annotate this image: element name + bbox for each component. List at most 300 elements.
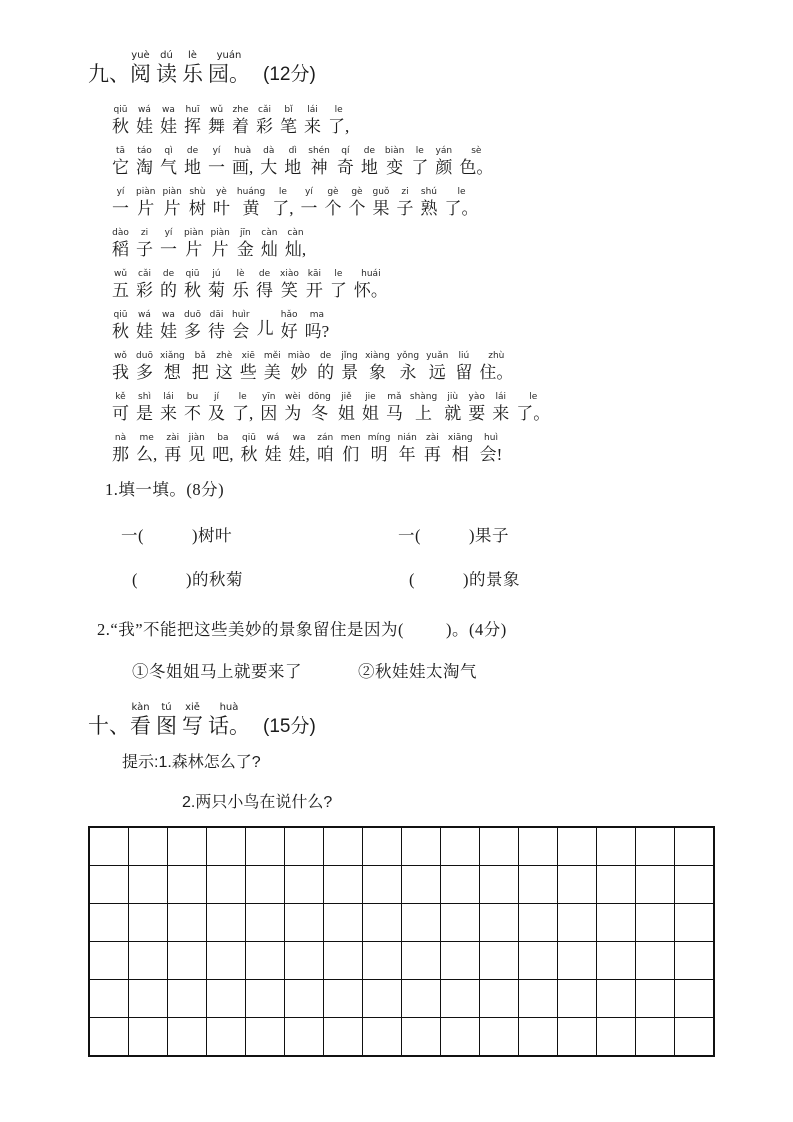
grid-cell bbox=[480, 1018, 519, 1057]
pinyin-annotation: huái bbox=[361, 269, 381, 279]
hanzi-character: 树 bbox=[188, 199, 206, 218]
grid-cell bbox=[167, 827, 206, 866]
pinyin-char-token bbox=[362, 392, 379, 423]
pinyin-annotation: wá bbox=[138, 310, 151, 320]
pinyin-char-token bbox=[136, 351, 153, 382]
pinyin-char-token bbox=[304, 105, 321, 136]
pinyin-char-token bbox=[397, 433, 416, 464]
hanzi-character: 个 bbox=[324, 199, 342, 218]
hanzi-character: 娃 bbox=[136, 117, 153, 136]
fill-blank-item bbox=[121, 566, 398, 590]
pinyin-char-token bbox=[212, 433, 233, 464]
hanzi-character: 地 bbox=[360, 158, 378, 177]
hanzi-character: 马 bbox=[385, 404, 403, 423]
pinyin-annotation: xiē bbox=[241, 351, 255, 361]
grid-cell bbox=[89, 866, 128, 904]
grid-cell bbox=[519, 827, 558, 866]
pinyin-char-token bbox=[280, 105, 297, 136]
grid-cell bbox=[206, 980, 245, 1018]
pinyin-char-token bbox=[136, 269, 153, 300]
pinyin-char-token bbox=[237, 187, 265, 218]
pinyin-char-token bbox=[396, 187, 413, 218]
hanzi-character: 了 bbox=[329, 281, 347, 300]
grid-cell bbox=[675, 904, 714, 942]
pinyin-char-token bbox=[112, 392, 129, 423]
hanzi-character: 了, bbox=[328, 117, 350, 136]
pinyin-annotation: piàn bbox=[162, 187, 182, 197]
pinyin-char-token bbox=[184, 228, 203, 259]
fill-blank-item bbox=[398, 522, 753, 546]
hanzi-character: 娃 bbox=[160, 117, 177, 136]
pinyin-char-token bbox=[232, 105, 249, 136]
grid-cell bbox=[558, 980, 597, 1018]
grid-cell bbox=[558, 904, 597, 942]
pinyin-char-token bbox=[160, 351, 185, 382]
pinyin-annotation: càn bbox=[261, 228, 278, 238]
pinyin-annotation: zhè bbox=[216, 351, 233, 361]
pinyin-annotation: jie bbox=[365, 392, 376, 402]
grid-cell bbox=[128, 1018, 167, 1057]
grid-cell bbox=[245, 827, 284, 866]
pinyin-annotation: de bbox=[258, 269, 271, 279]
pinyin-annotation: xiě bbox=[185, 702, 200, 713]
hanzi-character: 了, bbox=[272, 199, 294, 218]
pinyin-char-token bbox=[112, 146, 129, 177]
section-writing-header bbox=[88, 702, 753, 739]
pinyin-annotation: biàn bbox=[384, 146, 405, 156]
grid-cell bbox=[89, 980, 128, 1018]
pinyin-char-token bbox=[112, 269, 129, 300]
pinyin-annotation: zán bbox=[317, 433, 334, 443]
hanzi-character: 把 bbox=[191, 363, 209, 382]
section-title bbox=[130, 702, 255, 739]
hanzi-character: 再 bbox=[164, 445, 182, 464]
pinyin-annotation: gè bbox=[327, 187, 339, 197]
hanzi-character: 来 bbox=[304, 117, 321, 136]
pinyin-annotation: qiū bbox=[185, 269, 200, 279]
pinyin-char-token bbox=[324, 187, 341, 218]
hanzi-character: 不 bbox=[184, 404, 201, 423]
pinyin-annotation: táo bbox=[137, 146, 152, 156]
grid-cell bbox=[206, 904, 245, 942]
pinyin-annotation: lè bbox=[236, 269, 245, 279]
pinyin-char-token bbox=[444, 392, 461, 423]
question-2-pre: 2.“我”不能把这些美妙的景象留住是因为( bbox=[97, 620, 405, 639]
grid-cell bbox=[89, 827, 128, 866]
pinyin-char-token bbox=[308, 146, 330, 177]
pinyin-annotation: de bbox=[363, 146, 376, 156]
grid-cell bbox=[206, 1018, 245, 1057]
pinyin-char-token bbox=[386, 392, 403, 423]
grid-cell bbox=[167, 904, 206, 942]
grid-cell bbox=[89, 904, 128, 942]
pinyin-annotation: huáng bbox=[236, 187, 266, 197]
poem-line bbox=[112, 263, 753, 300]
grid-row bbox=[89, 1018, 714, 1057]
pinyin-annotation: wǒ bbox=[114, 351, 127, 361]
pinyin-char-token bbox=[240, 351, 257, 382]
hanzi-character: 来 bbox=[160, 404, 177, 423]
pinyin-char-token bbox=[160, 105, 177, 136]
pinyin-char-token bbox=[112, 310, 129, 341]
pinyin-char-token bbox=[288, 351, 310, 382]
section-number: 九、 bbox=[88, 63, 130, 86]
hanzi-character: 颜 bbox=[435, 158, 453, 177]
grid-cell bbox=[362, 827, 401, 866]
hanzi-character: 菊 bbox=[208, 281, 225, 300]
pinyin-annotation: tú bbox=[161, 702, 172, 713]
grid-cell bbox=[362, 942, 401, 980]
pinyin-char-token bbox=[435, 146, 452, 177]
hanzi-character: 娃 bbox=[136, 322, 153, 341]
pinyin-annotation: mǎ bbox=[387, 392, 402, 402]
question-2-post: )。(4分) bbox=[446, 620, 507, 639]
grid-cell bbox=[128, 866, 167, 904]
pinyin-annotation: wǔ bbox=[209, 105, 224, 115]
hanzi-character: 神 bbox=[310, 158, 328, 177]
hanzi-character: 了, bbox=[232, 404, 254, 423]
pinyin-annotation: jǐng bbox=[341, 351, 358, 361]
grid-row bbox=[89, 942, 714, 980]
question-2-options bbox=[132, 658, 753, 682]
grid-cell bbox=[675, 827, 714, 866]
hanzi-character: 儿 bbox=[256, 319, 274, 338]
pinyin-char-token bbox=[492, 392, 509, 423]
pinyin-annotation: men bbox=[340, 433, 361, 443]
hanzi-character: 阅 bbox=[130, 63, 151, 86]
pinyin-annotation: piàn bbox=[136, 187, 156, 197]
hanzi-character: 片 bbox=[163, 199, 181, 218]
grid-cell bbox=[558, 1018, 597, 1057]
pinyin-char-token bbox=[256, 269, 273, 300]
hanzi-character: 明 bbox=[370, 445, 388, 464]
pinyin-annotation: yuǎn bbox=[426, 351, 449, 361]
grid-cell bbox=[480, 827, 519, 866]
grid-cell bbox=[284, 1018, 323, 1057]
pinyin-char-token bbox=[184, 392, 201, 423]
pinyin-char-token bbox=[208, 310, 225, 341]
hanzi-character: 片 bbox=[137, 199, 155, 218]
pinyin-annotation: lái bbox=[495, 392, 506, 402]
grid-row bbox=[89, 866, 714, 904]
pinyin-annotation: dú bbox=[160, 50, 173, 61]
grid-cell bbox=[206, 866, 245, 904]
grid-cell bbox=[480, 866, 519, 904]
pinyin-char-token bbox=[136, 187, 155, 218]
hanzi-character: 彩 bbox=[256, 117, 273, 136]
grid-cell bbox=[597, 866, 636, 904]
hanzi-character: 金 bbox=[236, 240, 254, 259]
grid-cell bbox=[675, 980, 714, 1018]
grid-cell bbox=[636, 980, 675, 1018]
poem-line bbox=[112, 222, 753, 259]
hanzi-character: 就 bbox=[444, 404, 462, 423]
grid-row bbox=[89, 980, 714, 1018]
pinyin-annotation: jiě bbox=[341, 392, 352, 402]
hanzi-character: 这 bbox=[215, 363, 233, 382]
pinyin-char-token bbox=[317, 433, 334, 464]
hanzi-character: 的 bbox=[317, 363, 335, 382]
pinyin-char-token bbox=[136, 392, 153, 423]
hanzi-character: 年 bbox=[398, 445, 416, 464]
hanzi-character: 景 bbox=[341, 363, 359, 382]
pinyin-char-token bbox=[112, 433, 129, 464]
pinyin-char-token bbox=[164, 433, 181, 464]
hanzi-character: 色。 bbox=[459, 158, 494, 177]
pinyin-char-token bbox=[216, 351, 233, 382]
poem-line bbox=[112, 427, 753, 464]
pinyin-char-token bbox=[184, 146, 201, 177]
hanzi-character: 姐 bbox=[361, 404, 379, 423]
hanzi-character: 为 bbox=[284, 404, 302, 423]
pinyin-char-token bbox=[130, 702, 151, 739]
pinyin-char-token bbox=[160, 392, 177, 423]
pinyin-char-token bbox=[192, 351, 209, 382]
grid-cell bbox=[636, 1018, 675, 1057]
hanzi-character: 挥 bbox=[184, 117, 201, 136]
pinyin-char-token bbox=[232, 269, 249, 300]
hanzi-character: 了。 bbox=[516, 404, 551, 423]
pinyin-char-token bbox=[411, 146, 428, 177]
option-1: ①冬姐姐马上就要来了 bbox=[132, 662, 302, 681]
hanzi-character: 妙 bbox=[290, 363, 308, 382]
pinyin-annotation: yào bbox=[468, 392, 485, 402]
hanzi-character: 是 bbox=[136, 404, 153, 423]
pinyin-annotation: huī bbox=[185, 105, 200, 115]
fill-post: )树叶 bbox=[192, 526, 232, 545]
pinyin-char-token bbox=[112, 187, 129, 218]
grid-cell bbox=[558, 942, 597, 980]
grid-cell bbox=[441, 866, 480, 904]
pinyin-char-token bbox=[208, 392, 225, 423]
grid-cell bbox=[675, 1018, 714, 1057]
pinyin-annotation: càn bbox=[287, 228, 304, 238]
hanzi-character: 上 bbox=[415, 404, 433, 423]
pinyin-annotation: hǎo bbox=[280, 310, 298, 320]
hanzi-character: 相 bbox=[451, 445, 469, 464]
grid-cell bbox=[675, 866, 714, 904]
hanzi-character: 乐 bbox=[182, 63, 203, 86]
grid-cell bbox=[558, 866, 597, 904]
pinyin-annotation: dì bbox=[288, 146, 297, 156]
grid-cell bbox=[402, 904, 441, 942]
grid-cell bbox=[284, 980, 323, 1018]
hanzi-character: 想 bbox=[163, 363, 181, 382]
pinyin-annotation: dà bbox=[263, 146, 275, 156]
hanzi-character: 见 bbox=[188, 445, 206, 464]
hanzi-character: 果 bbox=[372, 199, 390, 218]
pinyin-char-token bbox=[455, 351, 472, 382]
pinyin-char-token bbox=[354, 269, 388, 300]
option-2: ②秋娃娃太淘气 bbox=[358, 662, 477, 681]
pinyin-char-token bbox=[160, 228, 177, 259]
hanzi-character: 舞 bbox=[208, 117, 225, 136]
pinyin-char-token bbox=[208, 105, 225, 136]
grid-cell bbox=[323, 904, 362, 942]
grid-cell bbox=[402, 1018, 441, 1057]
pinyin-char-token bbox=[330, 269, 347, 300]
hanzi-character: 了 bbox=[411, 158, 429, 177]
pinyin-char-token bbox=[272, 187, 293, 218]
grid-cell bbox=[128, 827, 167, 866]
grid-cell bbox=[675, 942, 714, 980]
pinyin-annotation: qì bbox=[164, 146, 173, 156]
pinyin-char-token bbox=[213, 187, 230, 218]
grid-cell bbox=[402, 866, 441, 904]
pinyin-annotation: dāi bbox=[209, 310, 224, 320]
grid-cell bbox=[245, 942, 284, 980]
hanzi-character: 秋 bbox=[112, 322, 129, 341]
hanzi-character: 可 bbox=[112, 404, 129, 423]
grid-cell bbox=[245, 1018, 284, 1057]
pinyin-annotation: huà bbox=[234, 146, 252, 156]
pinyin-char-token bbox=[260, 146, 277, 177]
hanzi-character: 笑 bbox=[280, 281, 298, 300]
hanzi-character: 黄 bbox=[242, 199, 260, 218]
pinyin-char-token bbox=[160, 269, 177, 300]
grid-cell bbox=[441, 942, 480, 980]
grid-cell bbox=[519, 904, 558, 942]
hanzi-character: 会! bbox=[479, 445, 503, 464]
pinyin-annotation: bu bbox=[186, 392, 199, 402]
pinyin-char-token bbox=[112, 105, 129, 136]
hanzi-character: 大 bbox=[260, 158, 278, 177]
pinyin-annotation: tā bbox=[115, 146, 126, 156]
pinyin-annotation: zi bbox=[140, 228, 149, 238]
grid-cell bbox=[245, 980, 284, 1018]
pinyin-char-token bbox=[162, 187, 181, 218]
fill-blank-item bbox=[398, 566, 753, 590]
grid-cell bbox=[519, 866, 558, 904]
section-number: 十、 bbox=[88, 715, 130, 738]
pinyin-annotation: le bbox=[529, 392, 538, 402]
pinyin-char-token bbox=[182, 702, 203, 739]
pinyin-annotation: shú bbox=[420, 187, 438, 197]
hanzi-character: 秋 bbox=[184, 281, 201, 300]
grid-cell bbox=[284, 904, 323, 942]
pinyin-char-token bbox=[182, 50, 203, 87]
hanzi-character: 吧, bbox=[212, 445, 234, 464]
pinyin-annotation: le bbox=[415, 146, 424, 156]
pinyin-char-token bbox=[516, 392, 550, 423]
pinyin-annotation: de bbox=[319, 351, 332, 361]
pinyin-char-token bbox=[308, 392, 331, 423]
pinyin-char-token bbox=[317, 351, 334, 382]
hanzi-character: 它 bbox=[112, 158, 129, 177]
pinyin-char-token bbox=[410, 392, 437, 423]
pinyin-char-token bbox=[260, 392, 277, 423]
pinyin-annotation: qiū bbox=[113, 310, 128, 320]
grid-cell bbox=[441, 1018, 480, 1057]
pinyin-char-token bbox=[328, 105, 349, 136]
grid-cell bbox=[441, 827, 480, 866]
grid-cell bbox=[519, 1018, 558, 1057]
pinyin-char-token bbox=[385, 146, 404, 177]
grid-cell bbox=[245, 866, 284, 904]
pinyin-annotation: shì bbox=[138, 392, 151, 402]
pinyin-annotation: de bbox=[162, 269, 175, 279]
pinyin-char-token bbox=[448, 433, 473, 464]
pinyin-char-token bbox=[136, 146, 153, 177]
pinyin-char-token bbox=[232, 310, 250, 341]
hanzi-character: 姐 bbox=[337, 404, 355, 423]
pinyin-annotation: duō bbox=[184, 310, 201, 320]
pinyin-annotation: kāi bbox=[307, 269, 321, 279]
pinyin-annotation: guǒ bbox=[372, 187, 390, 197]
pinyin-char-token bbox=[208, 146, 225, 177]
hanzi-character: 熟 bbox=[420, 199, 438, 218]
poem-line bbox=[112, 140, 753, 177]
writing-grid bbox=[88, 826, 715, 1057]
pinyin-annotation: shàng bbox=[409, 392, 438, 402]
pinyin-annotation: yí bbox=[212, 146, 221, 156]
fill-post: )果子 bbox=[469, 526, 509, 545]
fill-post: )的秋菊 bbox=[186, 570, 243, 589]
section-reading bbox=[88, 50, 753, 682]
pinyin-annotation: wèi bbox=[285, 392, 301, 402]
hanzi-character: 我 bbox=[112, 363, 129, 382]
pinyin-char-token bbox=[257, 307, 274, 338]
grid-cell bbox=[558, 827, 597, 866]
pinyin-annotation: bǐ bbox=[284, 105, 293, 115]
pinyin-char-token bbox=[341, 433, 361, 464]
grid-cell bbox=[323, 866, 362, 904]
pinyin-annotation: qiū bbox=[242, 433, 256, 443]
pinyin-annotation: xiào bbox=[280, 269, 299, 279]
pinyin-annotation: wa bbox=[162, 105, 175, 115]
hanzi-character: 稻 bbox=[112, 240, 129, 259]
pinyin-char-token bbox=[241, 433, 258, 464]
grid-cell bbox=[597, 942, 636, 980]
pinyin-char-token bbox=[184, 310, 201, 341]
question-1-fill-items bbox=[121, 522, 753, 590]
pinyin-annotation: piàn bbox=[184, 228, 204, 238]
grid-cell bbox=[597, 827, 636, 866]
pinyin-annotation: huì bbox=[484, 433, 498, 443]
grid-cell bbox=[167, 866, 206, 904]
grid-cell bbox=[89, 1018, 128, 1057]
pinyin-char-token bbox=[208, 50, 250, 87]
pinyin-annotation: zhù bbox=[488, 351, 505, 361]
grid-cell bbox=[362, 904, 401, 942]
hint-2: 2.两只小鸟在说什么? bbox=[182, 794, 333, 811]
grid-cell bbox=[441, 904, 480, 942]
grid-cell bbox=[480, 904, 519, 942]
pinyin-annotation: xiāng bbox=[447, 433, 473, 443]
grid-cell bbox=[245, 904, 284, 942]
pinyin-annotation: jiàn bbox=[188, 433, 205, 443]
hanzi-character: 永 bbox=[399, 363, 417, 382]
pinyin-annotation: shén bbox=[308, 146, 330, 156]
hanzi-character: 个 bbox=[348, 199, 366, 218]
hanzi-character: 彩 bbox=[136, 281, 153, 300]
pinyin-char-token bbox=[208, 269, 225, 300]
hanzi-character: 象 bbox=[368, 363, 386, 382]
hanzi-character: 冬 bbox=[311, 404, 329, 423]
section-score: (12分) bbox=[263, 64, 316, 85]
hanzi-character: 子 bbox=[396, 199, 414, 218]
poem-line bbox=[112, 181, 753, 218]
grid-cell bbox=[519, 942, 558, 980]
hanzi-character: 远 bbox=[428, 363, 446, 382]
fill-pre: ( bbox=[132, 570, 138, 589]
pinyin-char-token bbox=[232, 146, 253, 177]
fill-pre: 一( bbox=[398, 526, 421, 545]
pinyin-char-token bbox=[479, 351, 513, 382]
pinyin-annotation: gè bbox=[351, 187, 363, 197]
grid-cell bbox=[128, 980, 167, 1018]
hanzi-character: 们 bbox=[342, 445, 360, 464]
